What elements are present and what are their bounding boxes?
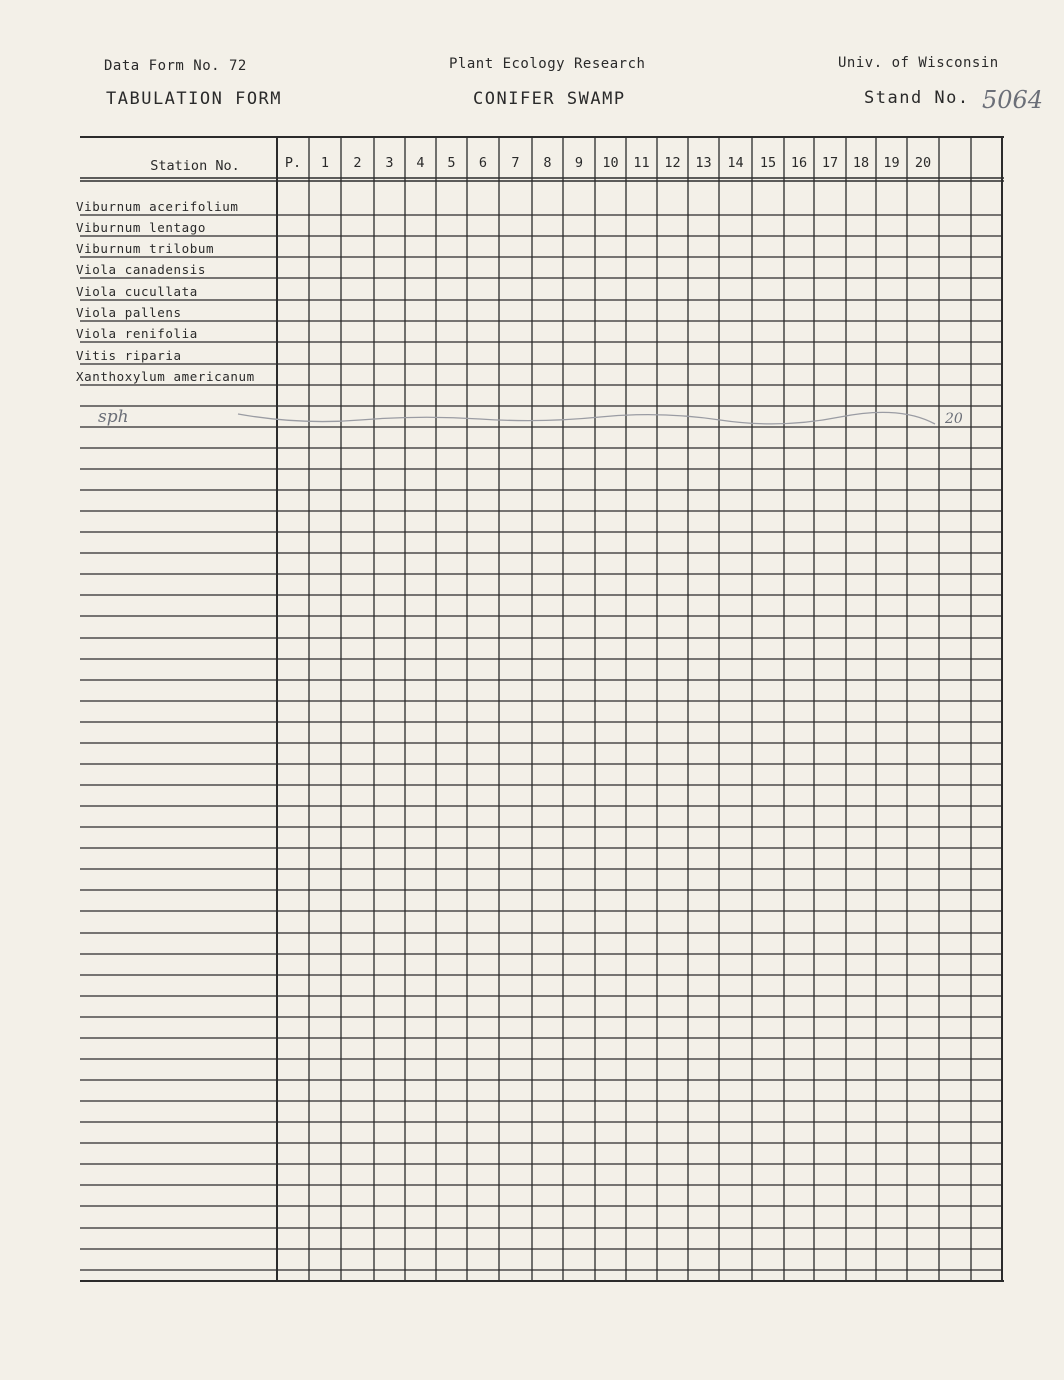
- column-header: 9: [574, 155, 584, 171]
- column-header: 12: [664, 155, 681, 171]
- column-header: 11: [633, 155, 650, 171]
- column-header: 14: [727, 155, 744, 171]
- species-name: Xanthoxylum americanum: [76, 369, 255, 384]
- column-header: 4: [416, 155, 425, 171]
- column-header: 7: [511, 155, 520, 171]
- column-header: P.: [284, 155, 302, 171]
- species-name: Viola cucullata: [76, 284, 198, 299]
- column-header: 16: [790, 155, 808, 171]
- column-header: 13: [695, 155, 712, 171]
- column-header: 1: [320, 155, 330, 171]
- handwritten-wavy-line: [238, 412, 935, 424]
- handwritten-species-label: sph: [98, 407, 129, 427]
- column-header: 17: [821, 155, 839, 171]
- species-name: Viburnum trilobum: [76, 241, 215, 256]
- column-header: 10: [602, 155, 619, 171]
- community-type: CONIFER SWAMP: [473, 89, 626, 109]
- species-name: Viola renifolia: [76, 326, 198, 341]
- column-header: 2: [353, 155, 362, 171]
- species-name: Viburnum lentago: [76, 220, 207, 235]
- column-header: 8: [543, 155, 552, 171]
- species-name: Vitis riparia: [76, 348, 182, 363]
- stand-label: Stand No.: [864, 88, 970, 108]
- column-header: 5: [447, 155, 456, 171]
- column-header: 6: [478, 155, 488, 171]
- species-name: Viola pallens: [76, 305, 182, 320]
- column-header: 20: [914, 155, 932, 171]
- species-name: Viola canadensis: [76, 262, 207, 277]
- stand-number-handwritten: 5064: [982, 86, 1044, 114]
- station-number-label: Station No.: [150, 158, 240, 174]
- organization: Plant Ecology Research: [449, 56, 646, 72]
- species-name: Viburnum acerifolium: [76, 199, 239, 214]
- column-header: 3: [385, 155, 394, 171]
- handwritten-value: 20: [945, 411, 963, 427]
- form-title: TABULATION FORM: [106, 89, 283, 109]
- column-header: 18: [852, 155, 870, 171]
- column-header: 19: [883, 155, 900, 171]
- column-header: 15: [759, 155, 777, 171]
- form-number: Data Form No. 72: [104, 58, 247, 74]
- university: Univ. of Wisconsin: [838, 55, 999, 71]
